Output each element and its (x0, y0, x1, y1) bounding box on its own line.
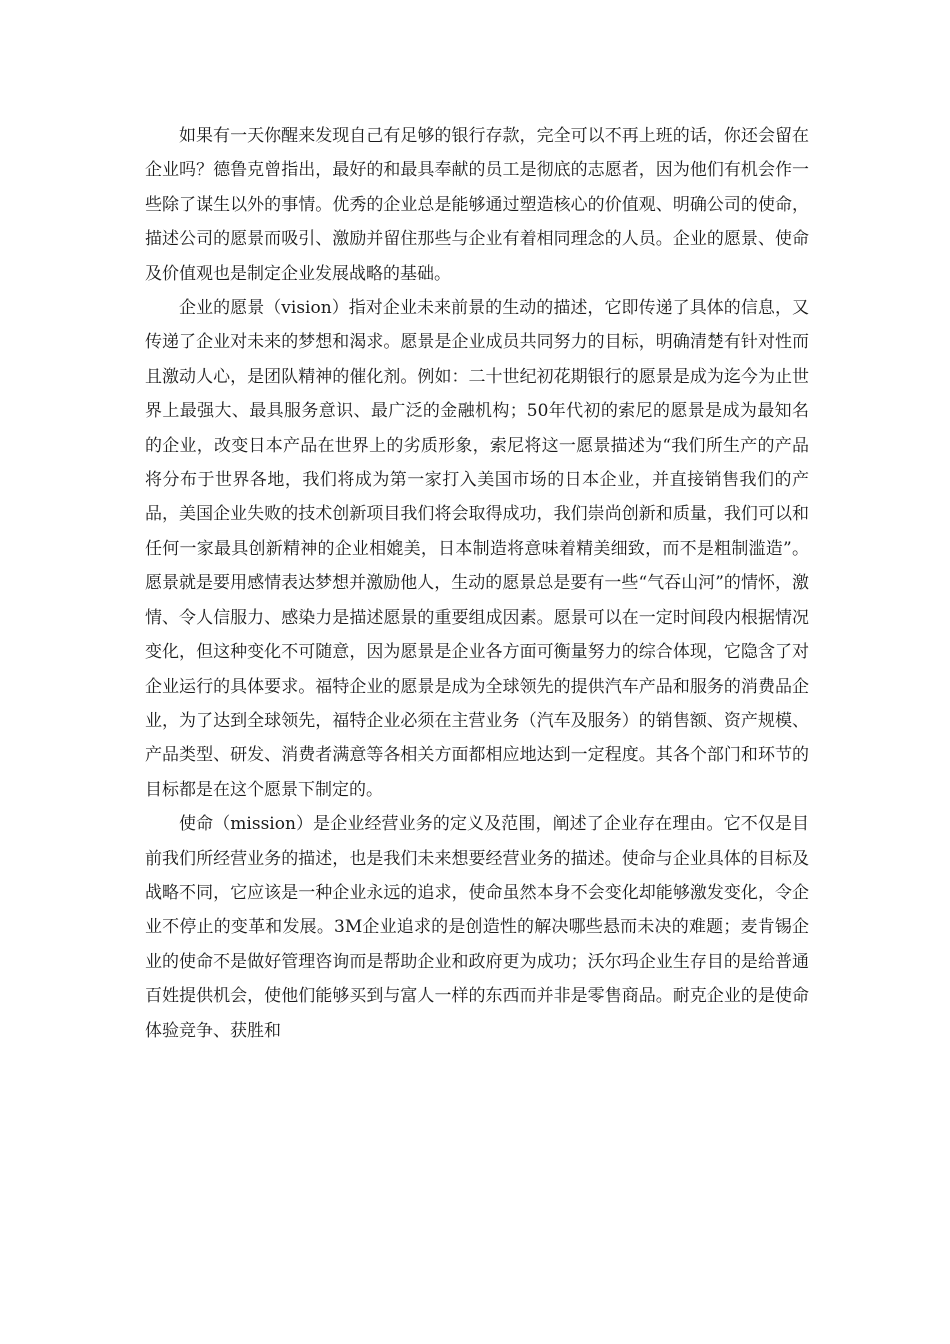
body-text (145, 119, 809, 1048)
paragraph-intro: 如果有一天你醒来发现自己有足够的银行存款，完全可以不再上班的话，你还会留在企业吗？德鲁克曾指出，最好的和最具奉献的员工是彻底的志愿者，因为他们有机会作一些除了谋生以外的事情。优秀的企业总是能够通过塑造核心的价值观、明确公司的使命，描述公司的愿景而吸引、激励并留住那些与企业有着相同理念的人员。企业的愿景、使命及价值观也是制定企业发展战略的基础。 (145, 126, 809, 284)
paragraph-mission: 使命（mission）是企业经营业务的定义及范围，阐述了企业存在理由。它不仅是目前我们所经营业务的描述，也是我们未来想要经营业务的描述。使命与企业具体的目标及战略不同，它应该是一种企业永远的追求，使命虽然本身不会变化却能够激发变化，令企业不停止的变革和发展。3M企业追求的是创造性的解决哪些悬而未决的难题；麦肯锡企业的使命不是做好管理咨询而是帮助企业和政府更为成功；沃尔玛企业生存目的是给普通百姓提供机会，使他们能够买到与富人一样的东西而并非是零售商品。耐克企业的是使命体验竞争、获胜和 (145, 814, 809, 1041)
paragraph-vision: 企业的愿景（vision）指对企业未来前景的生动的描述，它即传递了具体的信息，又传递了企业对未来的梦想和渴求。愿景是企业成员共同努力的目标，明确清楚有针对性而且激动人心，是团队精神的催化剂。例如：二十世纪初花期银行的愿景是成为迄今为止世界上最强大、最具服务意识、最广泛的金融机构；50年代初的索尼的愿景是成为最知名的企业，改变日本产品在世界上的劣质形象，索尼将这一愿景描述为“我们所生产的产品将分布于世界各地，我们将成为第一家打入美国市场的日本企业，并直接销售我们的产品，美国企业失败的技术创新项目我们将会取得成功，我们崇尚创新和质量，我们可以和任何一家最具创新精神的企业相媲美，日本制造将意味着精美细致，而不是粗制滥造”。愿景就是要用感情表达梦想并激励他人，生动的愿景总是要有一些“气吞山河”的情怀，激情、令人信服力、感染力是描述愿景的重要组成因素。愿景可以在一定时间段内根据情况变化，但这种变化不可随意，因为愿景是企业各方面可衡量努力的综合体现，它隐含了对企业运行的具体要求。福特企业的愿景是成为全球领先的提供汽车产品和服务的消费品企业，为了达到全球领先，福特企业必须在主营业务（汽车及服务）的销售额、资产规模、产品类型、研发、消费者满意等各相关方面都相应地达到一定程度。其各个部门和环节的目标都是在这个愿景下制定的。 (145, 298, 809, 800)
